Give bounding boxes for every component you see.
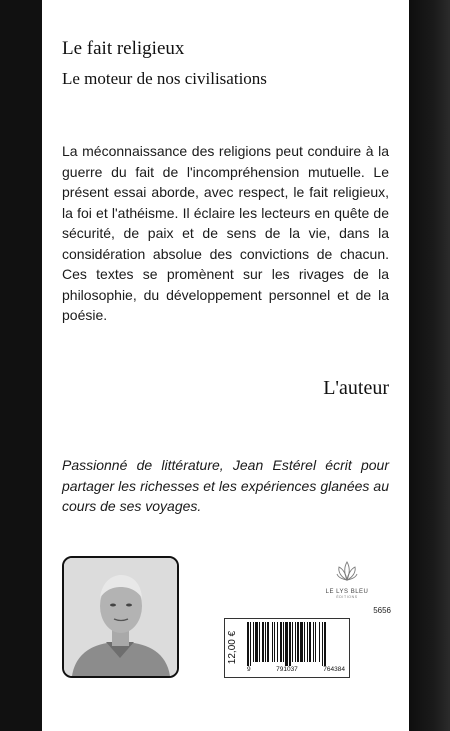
barcode-bar xyxy=(253,622,254,662)
price-text: 12,00 € xyxy=(227,630,238,664)
publisher-sub: ÉDITIONS xyxy=(336,595,358,599)
barcode-bar xyxy=(265,622,266,662)
barcode-bar xyxy=(247,622,249,666)
author-heading: L'auteur xyxy=(323,377,389,399)
publisher-logo xyxy=(322,560,372,599)
barcode-bar xyxy=(280,622,282,662)
book-code: 5656 xyxy=(373,606,391,615)
book-title: Le fait religieux xyxy=(62,38,185,59)
isbn-digits xyxy=(247,666,345,673)
barcode-bar xyxy=(259,622,260,662)
barcode-bar xyxy=(285,622,288,666)
barcode-bar xyxy=(309,622,311,662)
barcode-bar xyxy=(262,622,264,662)
barcode-bar xyxy=(322,622,323,666)
left-border xyxy=(0,0,42,731)
barcode-bar xyxy=(324,622,326,666)
book-subtitle: Le moteur de nos civilisations xyxy=(62,69,267,88)
barcode-bar xyxy=(313,622,314,662)
author-photo xyxy=(62,556,179,678)
isbn-group-right: 764384 xyxy=(323,666,345,673)
barcode-bar xyxy=(255,622,258,662)
barcode-bar xyxy=(277,622,278,662)
barcode-bar xyxy=(319,622,320,662)
author-bio: Passionné de littérature, Jean Estérel écrit pour partager les richesses et les expériences glanées au cours de ses voyages. xyxy=(62,457,389,514)
barcode-bar xyxy=(267,622,269,662)
barcode-bar xyxy=(292,622,293,662)
barcode-bar xyxy=(283,622,284,662)
barcode-bar xyxy=(272,622,273,662)
barcode xyxy=(247,622,345,666)
isbn-group-left: 791037 xyxy=(276,666,298,673)
publisher-name: LE LYS BLEU xyxy=(325,589,369,595)
price-label xyxy=(226,623,239,671)
barcode-bar xyxy=(274,622,275,662)
book-blurb: La méconnaissance des religions peut conduire à la guerre du fait de l'incompréhension mutuelle. Le présent essai aborde, avec respect, le fait religieux, la foi et l'athéisme. Il éclaire les lecteurs en quête de sécurité, de paix et de sens de la vie, dans la considération absolue des convictions de chacun. Ces textes se promènent sur les rivages de la philosophie, du développement personnel et de la poésie. xyxy=(62,143,389,323)
barcode-bar xyxy=(295,622,296,662)
lotus-icon xyxy=(336,560,358,582)
author-portrait-icon xyxy=(64,558,177,676)
barcode-bar xyxy=(304,622,305,662)
isbn-prefix: 9 xyxy=(247,666,251,673)
barcode-bar xyxy=(300,622,303,662)
barcode-bar xyxy=(297,622,299,662)
barcode-bar xyxy=(307,622,308,662)
barcode-bar xyxy=(315,622,316,662)
barcode-bar xyxy=(250,622,251,666)
barcode-bar xyxy=(289,622,291,666)
right-border xyxy=(409,0,450,731)
